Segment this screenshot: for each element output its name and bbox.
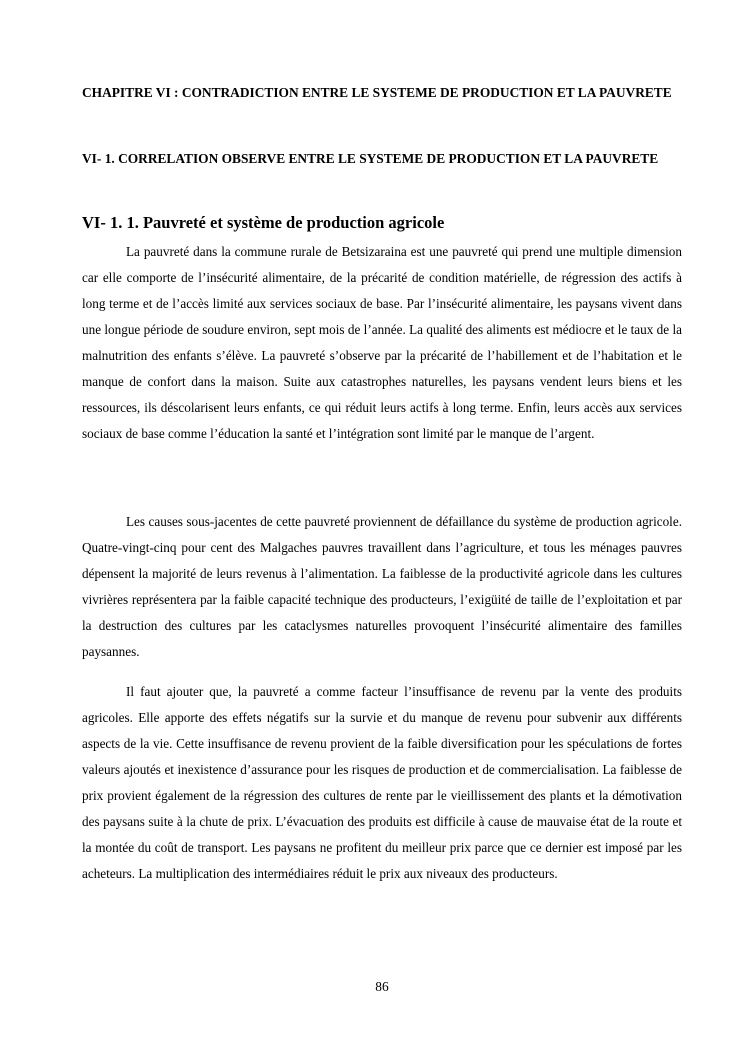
paragraph: Il faut ajouter que, la pauvreté a comme facteur l’insuffisance de revenu par la vente des produits agricoles. Elle apporte des effets négatifs sur la survie et du manque de revenu pour subvenir aux différents aspects de la vie. Cette insuffisance de revenu provient de la faible diversification pour les spéculations de fortes valeurs ajoutés et inexistence d’assurance pour les risques de production et de commercialisation. La faiblesse de prix provient également de la régression des cultures de rente par le vieillissement des plants et la démotivation des paysans suite à la chute de prix. L’évacuation des produits est difficile à cause de mauvaise état de la route et la montée du coût de transport. Les paysans ne profitent du meilleur prix parce que ce dernier est imposé par les acheteurs. La multiplication des intermédiaires réduit le prix aux niveaux des producteurs. — [82, 684, 682, 881]
subsection-title: VI- 1. 1. Pauvreté et système de production agricole — [82, 213, 445, 232]
section-title: VI- 1. CORRELATION OBSERVE ENTRE LE SYSTEME DE PRODUCTION ET LA PAUVRETE — [82, 151, 659, 166]
chapter-title: CHAPITRE VI : CONTRADICTION ENTRE LE SYSTEME DE PRODUCTION ET LA PAUVRETE — [82, 85, 672, 100]
paragraph: Les causes sous-jacentes de cette pauvreté proviennent de défaillance du système de production agricole. Quatre-vingt-cinq pour cent des Malgaches pauvres travaillent dans l’agriculture, et tous les ménages pauvres dépensent la majorité de leurs revenus à l’alimentation. La faiblesse de la productivité agricole dans les cultures vivrières représentera par la faible capacité technique des producteurs, l’exigüité de taille de l’exploitation et par la destruction des cultures par les cataclysmes naturelles provoquent l’insécurité alimentaire des familles paysannes. — [82, 514, 682, 659]
page-number: 86 — [375, 979, 389, 994]
paragraph: La pauvreté dans la commune rurale de Betsizaraina est une pauvreté qui prend une multiple dimension car elle comporte de l’insécurité alimentaire, de la précarité de condition matérielle, de régression des actifs à long terme et de l’accès limité aux services sociaux de base. Par l’insécurité alimentaire, les paysans vivent dans une longue période de soudure environ, sept mois de l’année. La qualité des aliments est médiocre et le taux de la malnutrition des enfants s’élève. La pauvreté s’observe par la précarité de l’habillement et de l’habitation et le manque de confort dans la maison. Suite aux catastrophes naturelles, les paysans vendent leurs biens et les ressources, ils déscolarisent leurs enfants, ce qui réduit leurs actifs à long terme. Enfin, leurs accès aux services sociaux de base comme l’éducation la santé et l’intégration sont limité par le manque de l’argent. — [82, 244, 682, 441]
